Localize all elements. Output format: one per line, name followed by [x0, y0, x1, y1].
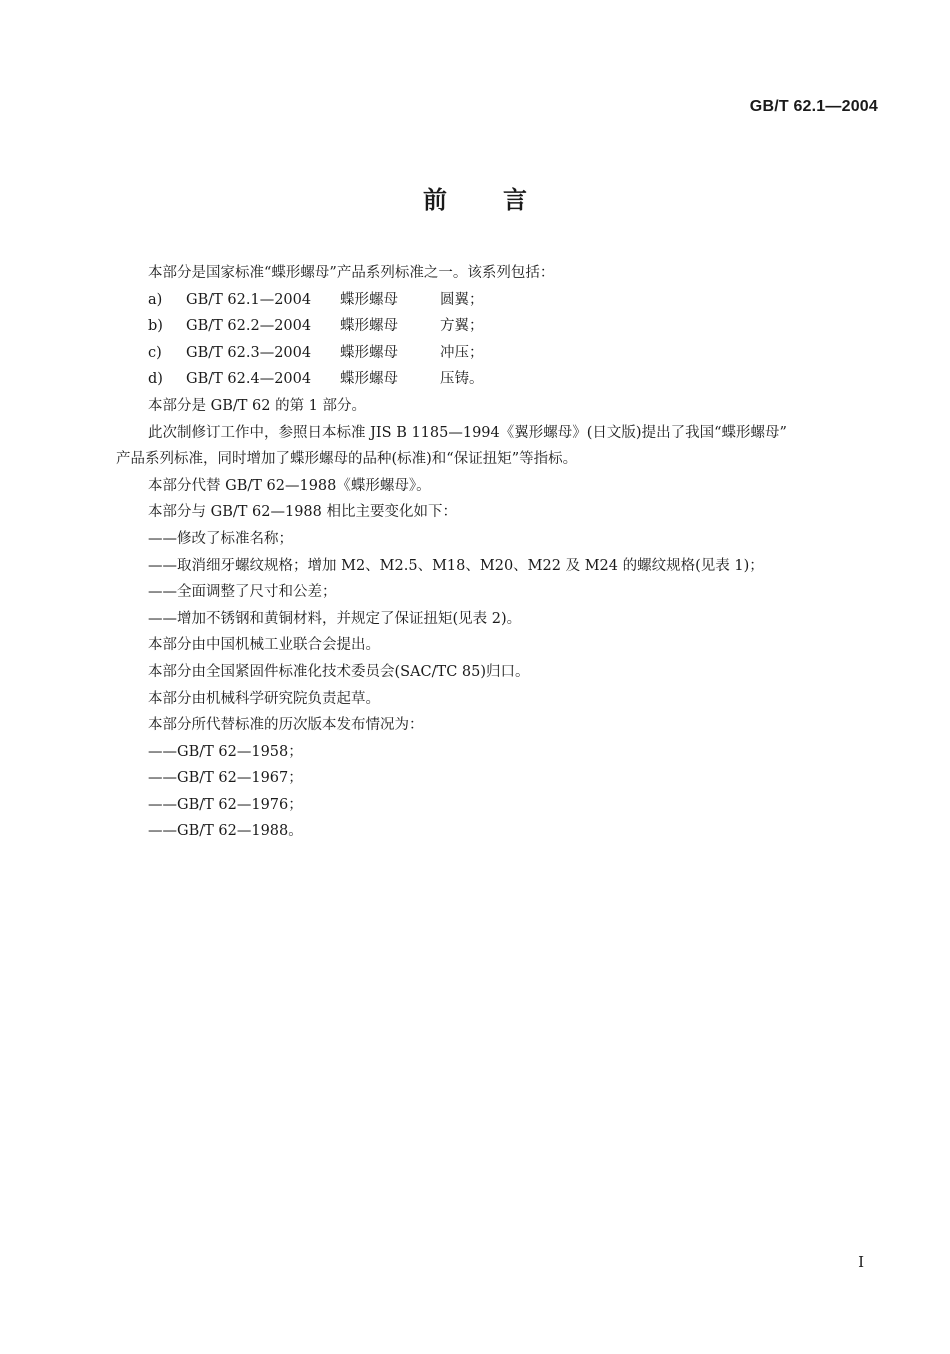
series-label: c)	[148, 344, 162, 361]
page-number: I	[858, 1253, 864, 1271]
series-name: 蝶形螺母	[340, 291, 398, 308]
history-item: ——GB/T 62—1976；	[148, 796, 303, 813]
series-name: 蝶形螺母	[340, 371, 398, 388]
series-item-c	[116, 340, 896, 367]
replaces-statement: 本部分代替 GB/T 62—1988《蝶形螺母》。	[148, 477, 431, 494]
series-label: b)	[148, 318, 163, 335]
series-item-d	[116, 366, 896, 393]
series-item-b	[116, 313, 896, 340]
series-variant: 圆翼；	[440, 291, 484, 308]
series-label: d)	[148, 371, 163, 388]
centralized-by: 本部分由全国紧固件标准化技术委员会(SAC/TC 85)归口。	[148, 663, 530, 680]
history-item: ——GB/T 62—1958；	[148, 743, 303, 760]
standard-code: GB/T 62.1—2004	[749, 98, 878, 115]
title-char-2: 言	[503, 186, 527, 214]
change-item: ——增加不锈钢和黄铜材料，并规定了保证扭矩(见表 2)。	[148, 610, 522, 627]
title-char-1: 前	[423, 186, 447, 214]
document-body	[116, 260, 896, 845]
change-item: ——全面调整了尺寸和公差；	[148, 584, 337, 601]
series-code: GB/T 62.1—2004	[186, 291, 312, 308]
intro-paragraph: 本部分是国家标准“蝶形螺母”产品系列标准之一。该系列包括：	[148, 265, 555, 281]
drafted-by: 本部分由机械科学研究院负责起草。	[148, 690, 380, 707]
series-code: GB/T 62.4—2004	[186, 371, 312, 388]
series-item-a	[116, 287, 896, 314]
series-variant: 压铸。	[440, 371, 484, 388]
changes-intro: 本部分与 GB/T 62—1988 相比主要变化如下：	[148, 504, 457, 521]
proposed-by: 本部分由中国机械工业联合会提出。	[148, 637, 380, 654]
series-variant: 方翼；	[440, 318, 484, 335]
revision-paragraph-line2: 产品系列标准，同时增加了蝶形螺母的品种(标准)和“保证扭矩”等指标。	[116, 451, 578, 468]
change-item: ——取消细牙螺纹规格；增加 M2、M2.5、M18、M20、M22 及 M24 的螺纹规格(见表 1)；	[148, 557, 764, 574]
change-item: ——修改了标准名称；	[148, 530, 293, 547]
series-label: a)	[148, 291, 163, 308]
series-name: 蝶形螺母	[340, 344, 398, 361]
part-statement: 本部分是 GB/T 62 的第 1 部分。	[148, 397, 367, 414]
series-code: GB/T 62.3—2004	[186, 344, 312, 361]
history-item: ——GB/T 62—1988。	[148, 823, 303, 840]
series-code: GB/T 62.2—2004	[186, 318, 312, 335]
page-title	[0, 180, 950, 215]
history-item: ——GB/T 62—1967；	[148, 770, 303, 787]
revision-paragraph-line1: 此次制修订工作中，参照日本标准 JIS B 1185—1994《翼形螺母》(日文版)提出了我国“蝶形螺母”	[148, 424, 787, 441]
history-intro: 本部分所代替标准的历次版本发布情况为：	[148, 717, 424, 734]
series-name: 蝶形螺母	[340, 318, 398, 335]
series-variant: 冲压；	[440, 344, 484, 361]
